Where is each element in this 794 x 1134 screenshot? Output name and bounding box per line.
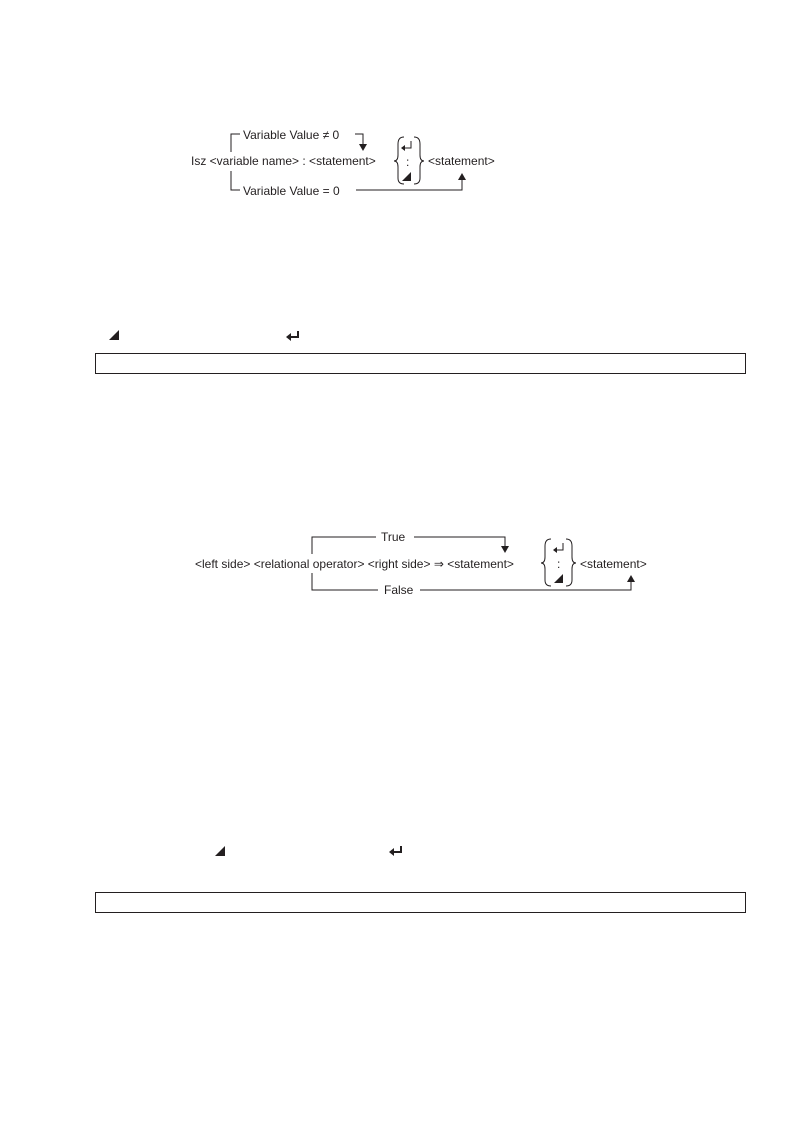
conditional-newline-icon: [553, 543, 563, 553]
conditional-command-text: <left side> <relational operator> <right side> ⇒ <statement>: [195, 557, 514, 571]
isz-false-label: Variable Value = 0: [243, 184, 340, 198]
syntax-box-conditional: [95, 892, 746, 913]
conditional-false-path: [420, 576, 631, 590]
isz-true-label: Variable Value ≠ 0: [243, 128, 340, 142]
display-triangle-icon-2: [214, 845, 226, 857]
conditional-brace-left: [541, 539, 551, 586]
newline-return-icon-2: [388, 845, 404, 857]
conditional-colon-separator: :: [557, 557, 561, 571]
isz-next-statement: <statement>: [428, 154, 495, 168]
conditional-next-statement: <statement>: [580, 557, 647, 571]
isz-command-text: Isz <variable name> : <statement>: [191, 154, 376, 168]
conditional-brace-right: [566, 539, 576, 586]
isz-colon-separator: :: [406, 155, 410, 169]
conditional-display-triangle-icon: [554, 574, 563, 583]
conditional-true-label: True: [381, 530, 406, 544]
conditional-true-path: [414, 537, 505, 552]
conditional-false-label: False: [384, 583, 414, 597]
